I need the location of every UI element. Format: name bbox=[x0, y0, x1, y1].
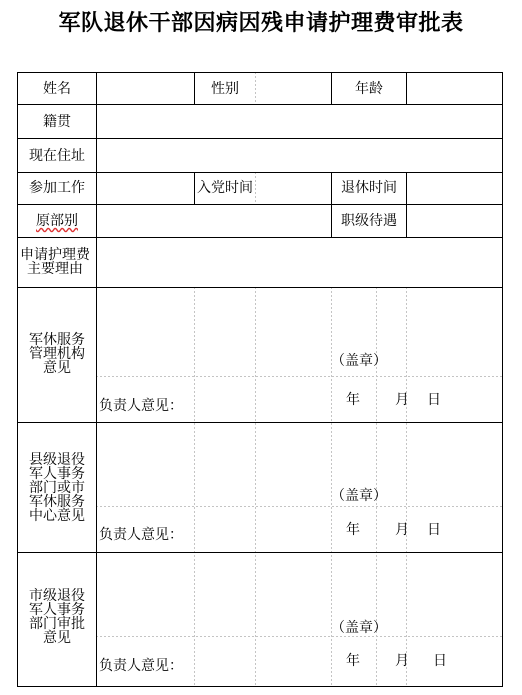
name-label: 姓名 bbox=[43, 81, 71, 97]
section-3-day: 日 bbox=[433, 653, 447, 669]
age-field[interactable] bbox=[407, 73, 502, 104]
section-3-year: 年 bbox=[346, 653, 360, 669]
original-unit-text: 原部别 bbox=[36, 213, 78, 229]
native-place-label: 籍贯 bbox=[43, 114, 71, 130]
original-unit-label bbox=[18, 213, 96, 229]
section-1-label: 军休服务管理机构意见 bbox=[29, 332, 85, 376]
section-2-seal: （盖章） bbox=[331, 488, 387, 504]
join-work-label: 参加工作 bbox=[29, 180, 85, 196]
section-3-month: 月 bbox=[395, 653, 409, 669]
section-1-leader-label: 负责人意见： bbox=[99, 398, 183, 414]
gender-label: 性别 bbox=[211, 81, 239, 97]
reason-field[interactable] bbox=[97, 238, 502, 287]
section-3-leader-label: 负责人意见： bbox=[99, 658, 183, 674]
section-1-year: 年 bbox=[346, 392, 360, 408]
retire-time-field[interactable] bbox=[407, 173, 502, 204]
join-work-field[interactable] bbox=[97, 173, 194, 204]
reason-label: 申请护理费主要理由 bbox=[20, 247, 90, 277]
section-2-leader-label: 负责人意见： bbox=[99, 527, 183, 543]
retire-time-label: 退休时间 bbox=[341, 180, 397, 196]
name-field[interactable] bbox=[97, 73, 194, 104]
section-2-label: 县级退役军人事务部门或市军休服务中心意见 bbox=[29, 452, 85, 524]
address-label: 现在住址 bbox=[29, 148, 85, 164]
join-party-label: 入党时间 bbox=[197, 180, 253, 196]
form-title: 军队退休干部因病因残申请护理费审批表 bbox=[58, 10, 464, 36]
gender-field[interactable] bbox=[256, 73, 331, 104]
section-1-day: 日 bbox=[427, 392, 441, 408]
section-2-year: 年 bbox=[346, 522, 360, 538]
section-1-month: 月 bbox=[395, 392, 409, 408]
section-2-month: 月 bbox=[395, 522, 409, 538]
address-field[interactable] bbox=[97, 139, 502, 172]
section-1-seal: （盖章） bbox=[331, 353, 387, 369]
native-place-field[interactable] bbox=[97, 105, 502, 138]
section-2-day: 日 bbox=[427, 522, 441, 538]
join-party-field[interactable] bbox=[256, 173, 331, 204]
section-3-seal: （盖章） bbox=[331, 620, 387, 636]
age-label: 年龄 bbox=[355, 81, 383, 97]
rank-treatment-label: 职级待遇 bbox=[341, 213, 397, 229]
original-unit-field[interactable] bbox=[97, 205, 331, 237]
section-3-label: 市级退役军人事务部门审批意见 bbox=[29, 588, 85, 646]
rank-treatment-field[interactable] bbox=[407, 205, 502, 237]
